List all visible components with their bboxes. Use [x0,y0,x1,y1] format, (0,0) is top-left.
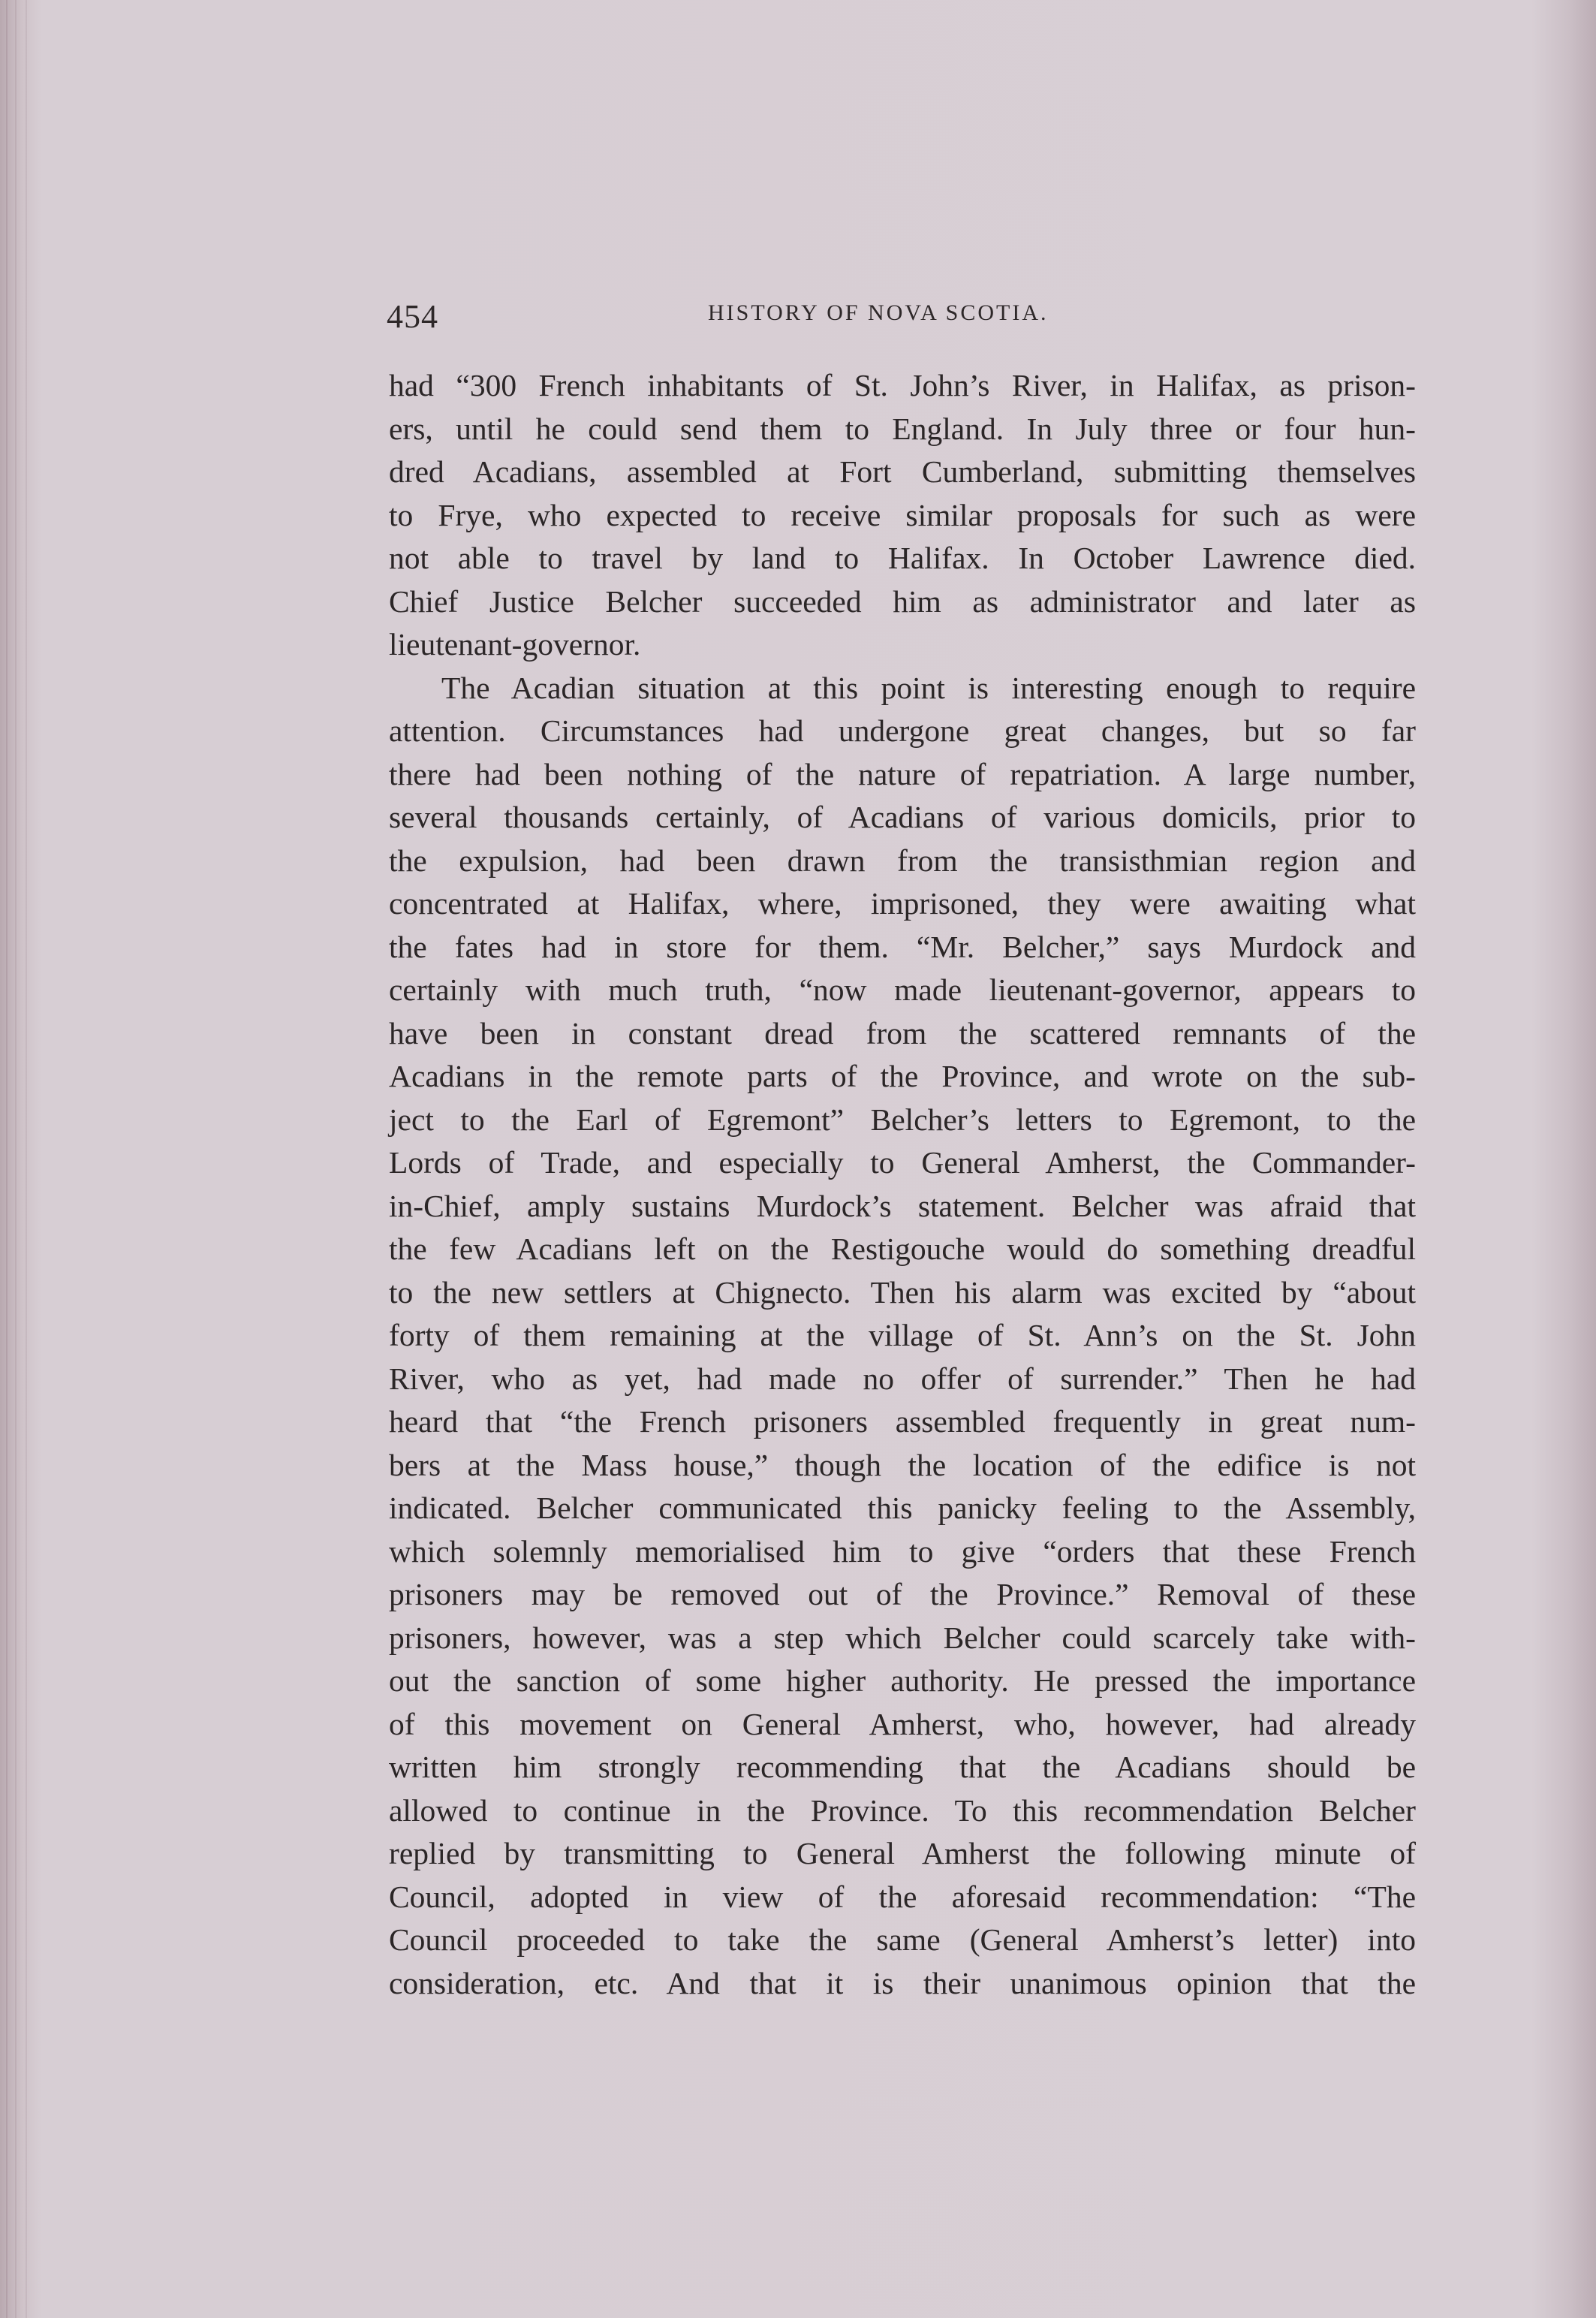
text-line: prisoners may be removed out of the Province.” Removal of these [389,1577,1416,1611]
text-line: allowed to continue in the Province. To this recommendation Belcher [389,1792,1416,1828]
text-line: bers at the Mass house,” though the location of the edifice is not [389,1447,1416,1482]
text-line: out the sanction of some higher authority. He pressed the importance [389,1663,1416,1698]
text-line: heard that “the French prisoners assembled frequently in great num- [389,1404,1416,1439]
text-line: replied by transmitting to General Amherst the following minute of [389,1836,1416,1870]
text-line: Acadians in the remote parts of the Province, and wrote on the sub- [389,1059,1416,1093]
text-line: Council proceeded to take the same (General Amherst’s letter) into [389,1922,1416,1957]
text-line: River, who as yet, had made no offer of surrender.” Then he had [389,1361,1416,1396]
text-line: the fates had in store for them. “Mr. Belcher,” says Murdock and [389,929,1416,964]
text-line: which solemnly memorialised him to give “orders that these French [389,1533,1416,1569]
text-line: there had been nothing of the nature of repatriation. A large number, [389,756,1416,791]
text-line: indicated. Belcher communicated this panicky feeling to the Assembly, [389,1491,1416,1525]
text-line: prisoners, however, was a step which Belcher could scarcely take with- [389,1620,1416,1655]
text-line: Chief Justice Belcher succeeded him as administrator and later as [389,583,1416,619]
text-line: the few Acadians left on the Restigouche would do something dreadful [389,1231,1416,1266]
text-line: written him strongly recommending that the Acadians should be [389,1750,1416,1784]
body-text [389,364,1416,2005]
text-line: concentrated at Halifax, where, imprisoned, they were awaiting what [389,886,1416,921]
text-line: attention. Circumstances had undergone great changes, but so far [389,713,1416,748]
text-line: consideration, etc. And that it is their unanimous opinion that the [389,1965,1416,2000]
binding-edge-line [15,0,17,2318]
text-line: to Frye, who expected to receive similar proposals for such as were [389,497,1416,532]
text-line: not able to travel by land to Halifax. In October Lawrence died. [389,541,1416,575]
binding-edge-line [6,0,8,2318]
running-title: HISTORY OF NOVA SCOTIA. [708,300,1049,325]
text-line: have been in constant dread from the scattered remnants of the [389,1015,1416,1050]
text-line: the expulsion, had been drawn from the transisthmian region and [389,842,1416,878]
text-line: several thousands certainly, of Acadians of various domicils, prior to [389,800,1416,834]
page-header [387,294,1415,339]
text-line: Council, adopted in view of the aforesaid recommendation: “The [389,1879,1416,1914]
text-line: in-Chief, amply sustains Murdock’s statement. Belcher was afraid that [389,1188,1416,1223]
text-line: lieutenant-governor. [389,627,641,662]
text-line: of this movement on General Amherst, who, however, had already [389,1706,1416,1741]
text-line: forty of them remaining at the village of St. Ann’s on the St. John [389,1318,1416,1352]
text-line: ject to the Earl of Egremont” Belcher’s letters to Egremont, to the [389,1102,1416,1137]
text-line: dred Acadians, assembled at Fort Cumberland, submitting themselves [389,454,1416,489]
text-line: had “300 French inhabitants of St. John’s River, in Halifax, as prison- [389,368,1416,402]
text-line: ers, until he could send them to England. In July three or four hun- [389,411,1416,446]
text-line: certainly with much truth, “now made lieutenant-governor, appears to [389,972,1416,1007]
text-line: to the new settlers at Chignecto. Then his alarm was excited by “about [389,1274,1416,1310]
binding-edge-line [26,0,27,2318]
paragraph-start-line: The Acadian situation at this point is interesting enough to require [441,670,1416,705]
page-number: 454 [387,298,438,335]
text-line: Lords of Trade, and especially to General Amherst, the Commander- [389,1145,1416,1180]
